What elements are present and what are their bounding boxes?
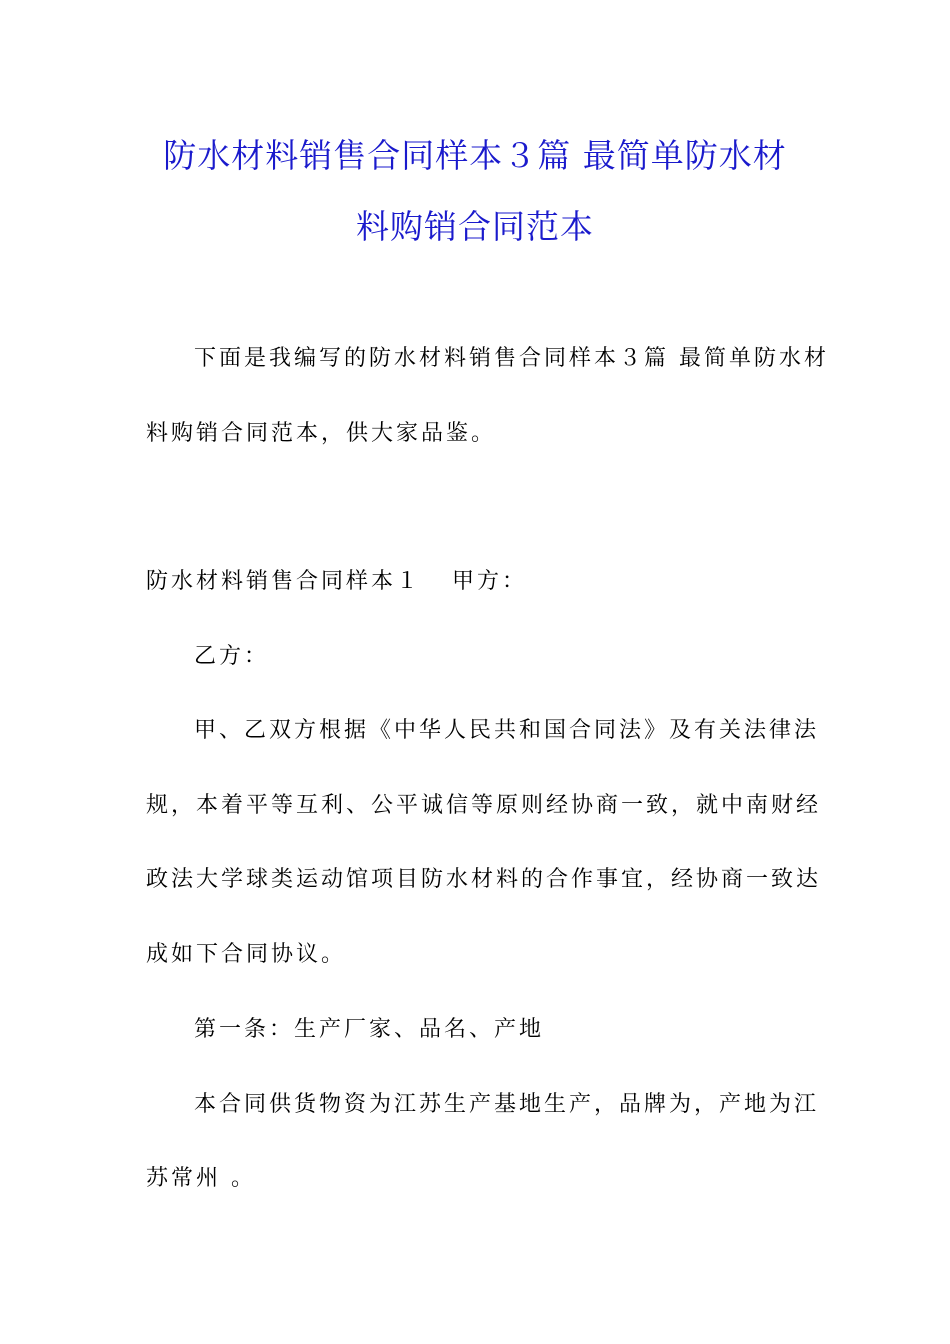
party-a-label: 甲方：: [452, 569, 528, 594]
article-1-heading: 第一条：生产厂家、品名、产地: [194, 1017, 545, 1042]
party-b-label: 乙方：: [194, 644, 270, 669]
intro-line-2: 料购销合同范本，供大家品鉴。: [146, 421, 497, 446]
body-line-4: 成如下合同协议。: [146, 942, 347, 967]
body-line-3: 政法大学球类运动馆项目防水材料的合作事宜，经协商一致达: [146, 867, 822, 892]
body-line-1: 甲、乙双方根据《中华人民共和国合同法》及有关法律法: [194, 718, 820, 743]
article-1-line-1: 本合同供货物资为江苏生产基地生产，品牌为，产地为江: [194, 1092, 820, 1117]
document-title-line-1: 防水材料销售合同样本３篇 最简单防水材: [163, 136, 787, 175]
sample-heading: 防水材料销售合同样本１: [146, 569, 422, 594]
intro-line-1: 下面是我编写的防水材料销售合同样本３篇 最简单防水材: [194, 346, 829, 371]
body-line-2: 规，本着平等互利、公平诚信等原则经协商一致，就中南财经: [146, 793, 822, 818]
document-title-line-2: 料购销合同范本: [356, 207, 594, 246]
article-1-line-2: 苏常州 。: [146, 1166, 256, 1191]
